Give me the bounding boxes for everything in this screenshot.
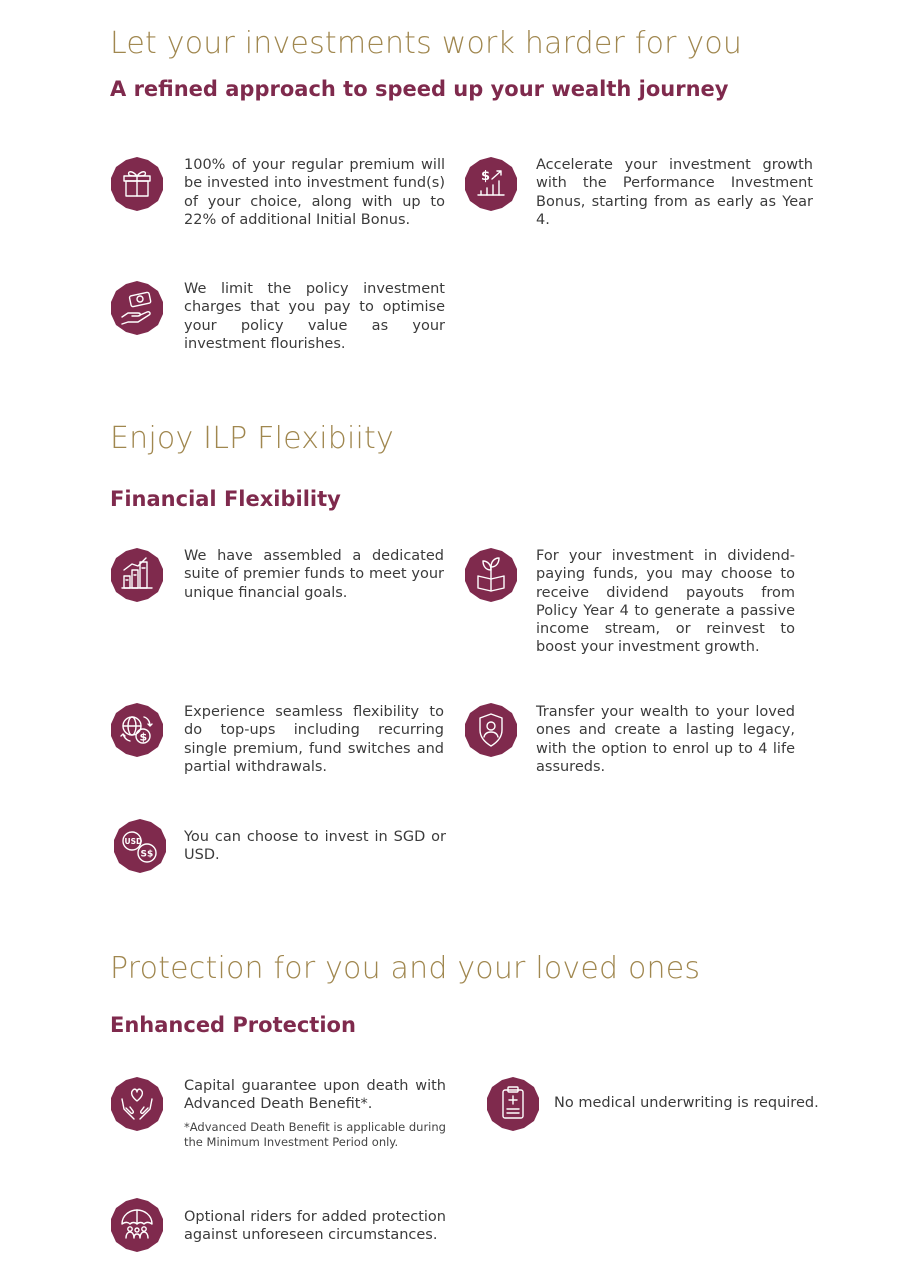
section1-subtitle: A refined approach to speed up your wealth journey: [110, 77, 729, 101]
globe-dollar-icon: [110, 703, 164, 757]
dollar-growth-icon: [464, 157, 518, 211]
feature-legacy-text: Transfer your wealth to your loved ones and create a lasting legacy, with the option to enrol up to 4 life assureds.: [536, 704, 795, 775]
plant-book-icon: [464, 548, 518, 602]
feature-no-underwriting-text: No medical underwriting is required.: [554, 1095, 819, 1111]
gift-icon: [110, 157, 164, 211]
hand-money-icon: [110, 281, 164, 335]
advanced-death-benefit-footnote: *Advanced Death Benefit is applicable during the Minimum Investment Period only.: [184, 1120, 446, 1149]
feature-initial-bonus-text: 100% of your regular premium will be invested into investment fund(s) of your choice, along with up to 22% of additional Initial Bonus.: [184, 157, 445, 228]
svg-text:$: $: [481, 169, 491, 184]
buildings-chart-icon: [110, 548, 164, 602]
section2-title: Enjoy ILP Flexibiity: [110, 421, 394, 456]
shield-person-icon: [464, 703, 518, 757]
svg-text:$: $: [139, 730, 148, 744]
currency-sgd-label: S$: [140, 849, 154, 860]
section3-title: Protection for you and your loved ones: [110, 951, 701, 986]
section1-title: Let your investments work harder for you: [110, 26, 743, 61]
feature-dividend-text: For your investment in dividend-paying funds, you may choose to receive dividend payouts from Policy Year 4 to generate a passive income stream, or reinvest to boost your investment growth.: [536, 548, 795, 656]
hands-heart-icon: [110, 1077, 164, 1131]
currency-usd-sgd-icon: [113, 819, 167, 873]
feature-premier-funds-text: We have assembled a dedicated suite of premier funds to meet your unique financial goals.: [184, 548, 444, 601]
section3-subtitle: Enhanced Protection: [110, 1013, 356, 1037]
feature-capital-guarantee-text: Capital guarantee upon death with Advanced Death Benefit*.: [184, 1078, 446, 1113]
feature-riders-text: Optional riders for added protection against unforeseen circumstances.: [184, 1209, 446, 1244]
feature-topups-text: Experience seamless flexibility to do top-ups including recurring single premium, fund switches and partial withdrawals.: [184, 704, 444, 775]
medical-clipboard-icon: [486, 1077, 540, 1131]
feature-currency-text: You can choose to invest in SGD or USD.: [184, 829, 446, 864]
feature-charges-text: We limit the policy investment charges that you pay to optimise your policy value as your investment flourishes.: [184, 281, 445, 352]
umbrella-family-icon: [110, 1198, 164, 1252]
currency-usd-label: USD: [124, 837, 143, 846]
feature-performance-bonus-text: Accelerate your investment growth with the Performance Investment Bonus, starting from as early as Year 4.: [536, 157, 813, 228]
section2-subtitle: Financial Flexibility: [110, 487, 341, 511]
